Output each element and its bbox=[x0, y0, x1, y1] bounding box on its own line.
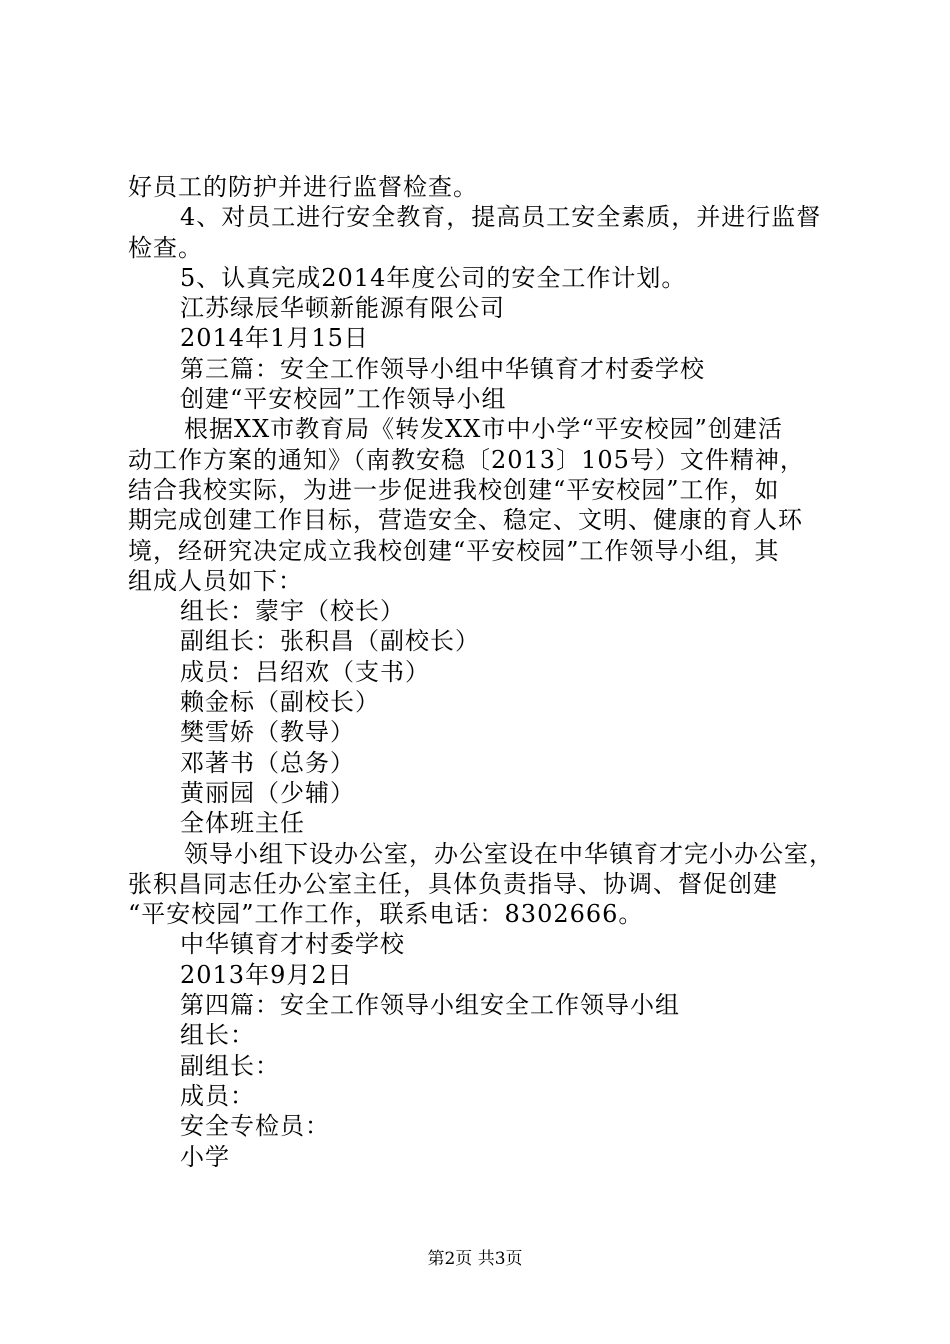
text-line: 境，经研究决定成立我校创建“平安校园”工作领导小组，其 bbox=[128, 536, 780, 565]
text-line: 组长：蒙宇（校长） bbox=[180, 597, 405, 626]
text-line: 组长： bbox=[180, 1021, 255, 1050]
text-line: 安全专检员： bbox=[180, 1112, 330, 1141]
text-line: 2013年9月2日 bbox=[180, 960, 353, 989]
section-heading: 第四篇：安全工作领导小组安全工作领导小组 bbox=[180, 991, 680, 1020]
text-line: 检查。 bbox=[128, 233, 203, 262]
text-line: 好员工的防护并进行监督检查。 bbox=[128, 173, 478, 201]
text-line: 组成人员如下： bbox=[128, 566, 303, 595]
text-line: 张积昌同志任办公室主任，具体负责指导、协调、督促创建 bbox=[128, 869, 778, 898]
text-line: 邓著书（总务） bbox=[180, 748, 355, 777]
text-line: 5、认真完成2014年度公司的安全工作计划。 bbox=[180, 263, 687, 292]
text-line: 根据XX市教育局《转发XX市中小学“平安校园”创建活 bbox=[184, 415, 783, 444]
text-line: 期完成创建工作目标，营造安全、稳定、文明、健康的育人环 bbox=[128, 506, 803, 535]
text-line: 成员：吕绍欢（支书） bbox=[180, 657, 430, 686]
text-line: 赖金标（副校长） bbox=[180, 688, 380, 717]
text-line: 黄丽园（少辅） bbox=[180, 778, 355, 807]
text-line: 2014年1月15日 bbox=[180, 324, 369, 353]
text-line: 全体班主任 bbox=[180, 809, 305, 838]
document-body bbox=[128, 172, 840, 1172]
text-line: 动工作方案的通知》（南教安稳〔2013〕105号）文件精神， bbox=[128, 445, 805, 474]
text-line: 成员： bbox=[180, 1081, 255, 1110]
text-line: “平安校园”工作工作，联系电话：8302666。 bbox=[128, 900, 644, 929]
text-line: 中华镇育才村委学校 bbox=[180, 930, 405, 959]
text-line: 领导小组下设办公室，办公室设在中华镇育才完小办公室， bbox=[184, 839, 834, 868]
text-line: 樊雪娇（教导） bbox=[180, 718, 355, 747]
text-line: 4、对员工进行安全教育，提高员工安全素质，并进行监督 bbox=[180, 203, 822, 232]
page-footer bbox=[0, 1244, 950, 1269]
text-line: 小学 bbox=[180, 1142, 230, 1171]
text-line: 江苏绿辰华顿新能源有限公司 bbox=[180, 294, 505, 323]
text-line: 副组长： bbox=[180, 1051, 280, 1080]
page-number: 第2页 共3页 bbox=[427, 1249, 523, 1269]
section-heading: 第三篇：安全工作领导小组中华镇育才村委学校 bbox=[180, 354, 705, 383]
text-line: 结合我校实际，为进一步促进我校创建“平安校园”工作，如 bbox=[128, 475, 780, 504]
text-line: 副组长：张积昌（副校长） bbox=[180, 627, 480, 656]
text-line: 创建“平安校园”工作领导小组 bbox=[180, 385, 507, 414]
